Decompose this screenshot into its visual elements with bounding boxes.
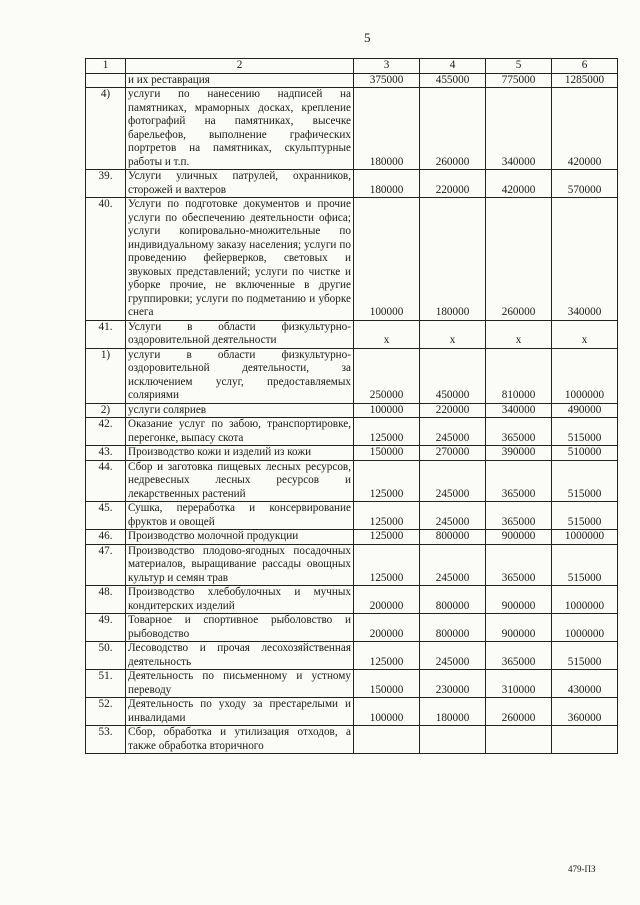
- row-number: 40.: [86, 198, 126, 321]
- value-cell: x: [420, 320, 486, 348]
- service-description: Производство хлебобулочных и мучных кондитерских изделий: [126, 586, 354, 614]
- value-cell: 260000: [420, 88, 486, 170]
- service-description: услуги соляриев: [126, 403, 354, 418]
- value-cell: 490000: [552, 403, 618, 418]
- value-cell: 515000: [552, 642, 618, 670]
- value-cell: 900000: [486, 614, 552, 642]
- table-row: [86, 73, 618, 88]
- service-description: услуги в области физкультурно-оздоровительной деятельности, за исключением услуг, предоставляемых соляриями: [126, 348, 354, 403]
- row-number: 2): [86, 403, 126, 418]
- value-cell: 125000: [354, 460, 420, 502]
- service-description: Производство плодово-ягодных посадочных материалов, выращивание рассады овощных культур и семян трав: [126, 544, 354, 586]
- tariff-table: [85, 58, 618, 754]
- service-description: Услуги уличных патрулей, охранников, сторожей и вахтеров: [126, 170, 354, 198]
- value-cell: 245000: [420, 502, 486, 530]
- value-cell: 340000: [552, 198, 618, 321]
- value-cell: 1285000: [552, 73, 618, 88]
- row-number: 43.: [86, 446, 126, 461]
- value-cell: 125000: [354, 530, 420, 545]
- row-number: 45.: [86, 502, 126, 530]
- table-row: [86, 320, 618, 348]
- table-row: [86, 88, 618, 170]
- value-cell: 250000: [354, 348, 420, 403]
- value-cell: 230000: [420, 670, 486, 698]
- service-description: и их реставрация: [126, 73, 354, 88]
- service-description: Сушка, переработка и консервирование фруктов и овощей: [126, 502, 354, 530]
- row-number: 41.: [86, 320, 126, 348]
- column-header: 2: [126, 59, 354, 74]
- service-description: услуги по нанесению надписей на памятниках, мраморных досках, крепление фотографий на памятниках, высечке барельефов, выполнение графических портретов на памятниках, скульптурные работы и т.п.: [126, 88, 354, 170]
- value-cell: 420000: [552, 88, 618, 170]
- column-header: 4: [420, 59, 486, 74]
- value-cell: 260000: [486, 698, 552, 726]
- value-cell: x: [354, 320, 420, 348]
- value-cell: 100000: [354, 198, 420, 321]
- table-row: [86, 418, 618, 446]
- value-cell: 1000000: [552, 348, 618, 403]
- service-description: Сбор, обработка и утилизация отходов, а также обработка вторичного: [126, 726, 354, 754]
- value-cell: x: [552, 320, 618, 348]
- value-cell: 100000: [354, 698, 420, 726]
- value-cell: 1000000: [552, 586, 618, 614]
- value-cell: 365000: [486, 460, 552, 502]
- value-cell: 125000: [354, 544, 420, 586]
- value-cell: 270000: [420, 446, 486, 461]
- value-cell: 430000: [552, 670, 618, 698]
- value-cell: 365000: [486, 642, 552, 670]
- value-cell: 515000: [552, 460, 618, 502]
- table-row: [86, 170, 618, 198]
- value-cell: 125000: [354, 418, 420, 446]
- value-cell: 775000: [486, 73, 552, 88]
- value-cell: [552, 726, 618, 754]
- row-number: 39.: [86, 170, 126, 198]
- service-description: Производство кожи и изделий из кожи: [126, 446, 354, 461]
- table-row: [86, 586, 618, 614]
- value-cell: 245000: [420, 642, 486, 670]
- table-row: [86, 446, 618, 461]
- service-description: Деятельность по письменному и устному переводу: [126, 670, 354, 698]
- value-cell: 180000: [354, 170, 420, 198]
- value-cell: 570000: [552, 170, 618, 198]
- table-header-row: [86, 59, 618, 74]
- table-row: [86, 460, 618, 502]
- value-cell: 515000: [552, 544, 618, 586]
- row-number: 49.: [86, 614, 126, 642]
- table-row: [86, 726, 618, 754]
- value-cell: 455000: [420, 73, 486, 88]
- value-cell: 515000: [552, 502, 618, 530]
- value-cell: 340000: [486, 88, 552, 170]
- table-row: [86, 403, 618, 418]
- value-cell: 365000: [486, 502, 552, 530]
- row-number: 47.: [86, 544, 126, 586]
- service-description: Сбор и заготовка пищевых лесных ресурсов, недревесных лесных ресурсов и лекарственных растений: [126, 460, 354, 502]
- table-row: [86, 502, 618, 530]
- value-cell: 125000: [354, 642, 420, 670]
- value-cell: 365000: [486, 544, 552, 586]
- value-cell: [420, 726, 486, 754]
- value-cell: 200000: [354, 614, 420, 642]
- value-cell: 800000: [420, 586, 486, 614]
- value-cell: 420000: [486, 170, 552, 198]
- value-cell: 180000: [420, 698, 486, 726]
- service-description: Производство молочной продукции: [126, 530, 354, 545]
- service-description: Деятельность по уходу за престарелыми и инвалидами: [126, 698, 354, 726]
- value-cell: 310000: [486, 670, 552, 698]
- row-number: 52.: [86, 698, 126, 726]
- value-cell: 125000: [354, 502, 420, 530]
- value-cell: 365000: [486, 418, 552, 446]
- value-cell: 810000: [486, 348, 552, 403]
- table-row: [86, 530, 618, 545]
- column-header: 3: [354, 59, 420, 74]
- value-cell: 245000: [420, 460, 486, 502]
- value-cell: 245000: [420, 418, 486, 446]
- row-number: 42.: [86, 418, 126, 446]
- value-cell: 150000: [354, 670, 420, 698]
- value-cell: 1000000: [552, 614, 618, 642]
- service-description: Лесоводство и прочая лесохозяйственная деятельность: [126, 642, 354, 670]
- value-cell: 150000: [354, 446, 420, 461]
- value-cell: [354, 726, 420, 754]
- table-row: [86, 642, 618, 670]
- row-number: 4): [86, 88, 126, 170]
- row-number: 50.: [86, 642, 126, 670]
- row-number: 53.: [86, 726, 126, 754]
- value-cell: 360000: [552, 698, 618, 726]
- row-number: 46.: [86, 530, 126, 545]
- row-number: 44.: [86, 460, 126, 502]
- row-number: 1): [86, 348, 126, 403]
- page-number: 5: [364, 30, 371, 45]
- service-description: Товарное и спортивное рыболовство и рыбоводство: [126, 614, 354, 642]
- value-cell: 180000: [420, 198, 486, 321]
- value-cell: 515000: [552, 418, 618, 446]
- table-row: [86, 698, 618, 726]
- value-cell: 260000: [486, 198, 552, 321]
- value-cell: 510000: [552, 446, 618, 461]
- value-cell: 800000: [420, 530, 486, 545]
- value-cell: 180000: [354, 88, 420, 170]
- service-description: Оказание услуг по забою, транспортировке, перегонке, выпасу скота: [126, 418, 354, 446]
- service-description: Услуги по подготовке документов и прочие услуги по обеспечению деятельности офиса; услуги копировально-множительные по индивидуальному заказу населения; услуги по проведению фейерверков, световых и звуковых представлений; услуги по чистке и уборке прочие, не включенные в другие группировки; услуги по подметанию и уборке снега: [126, 198, 354, 321]
- value-cell: 900000: [486, 530, 552, 545]
- table-row: [86, 348, 618, 403]
- row-number: 51.: [86, 670, 126, 698]
- value-cell: 220000: [420, 403, 486, 418]
- table-row: [86, 544, 618, 586]
- table-row: [86, 614, 618, 642]
- value-cell: 1000000: [552, 530, 618, 545]
- value-cell: 200000: [354, 586, 420, 614]
- value-cell: 100000: [354, 403, 420, 418]
- service-description: Услуги в области физкультурно-оздоровительной деятельности: [126, 320, 354, 348]
- column-header: 6: [552, 59, 618, 74]
- column-header: 5: [486, 59, 552, 74]
- row-number: 48.: [86, 586, 126, 614]
- value-cell: 900000: [486, 586, 552, 614]
- value-cell: 220000: [420, 170, 486, 198]
- value-cell: 375000: [354, 73, 420, 88]
- value-cell: 340000: [486, 403, 552, 418]
- column-header: 1: [86, 59, 126, 74]
- value-cell: x: [486, 320, 552, 348]
- document-code: 479-ПЗ: [568, 864, 596, 874]
- value-cell: 245000: [420, 544, 486, 586]
- row-number: [86, 73, 126, 88]
- value-cell: 390000: [486, 446, 552, 461]
- value-cell: 450000: [420, 348, 486, 403]
- table-row: [86, 198, 618, 321]
- value-cell: 800000: [420, 614, 486, 642]
- table-row: [86, 670, 618, 698]
- value-cell: [486, 726, 552, 754]
